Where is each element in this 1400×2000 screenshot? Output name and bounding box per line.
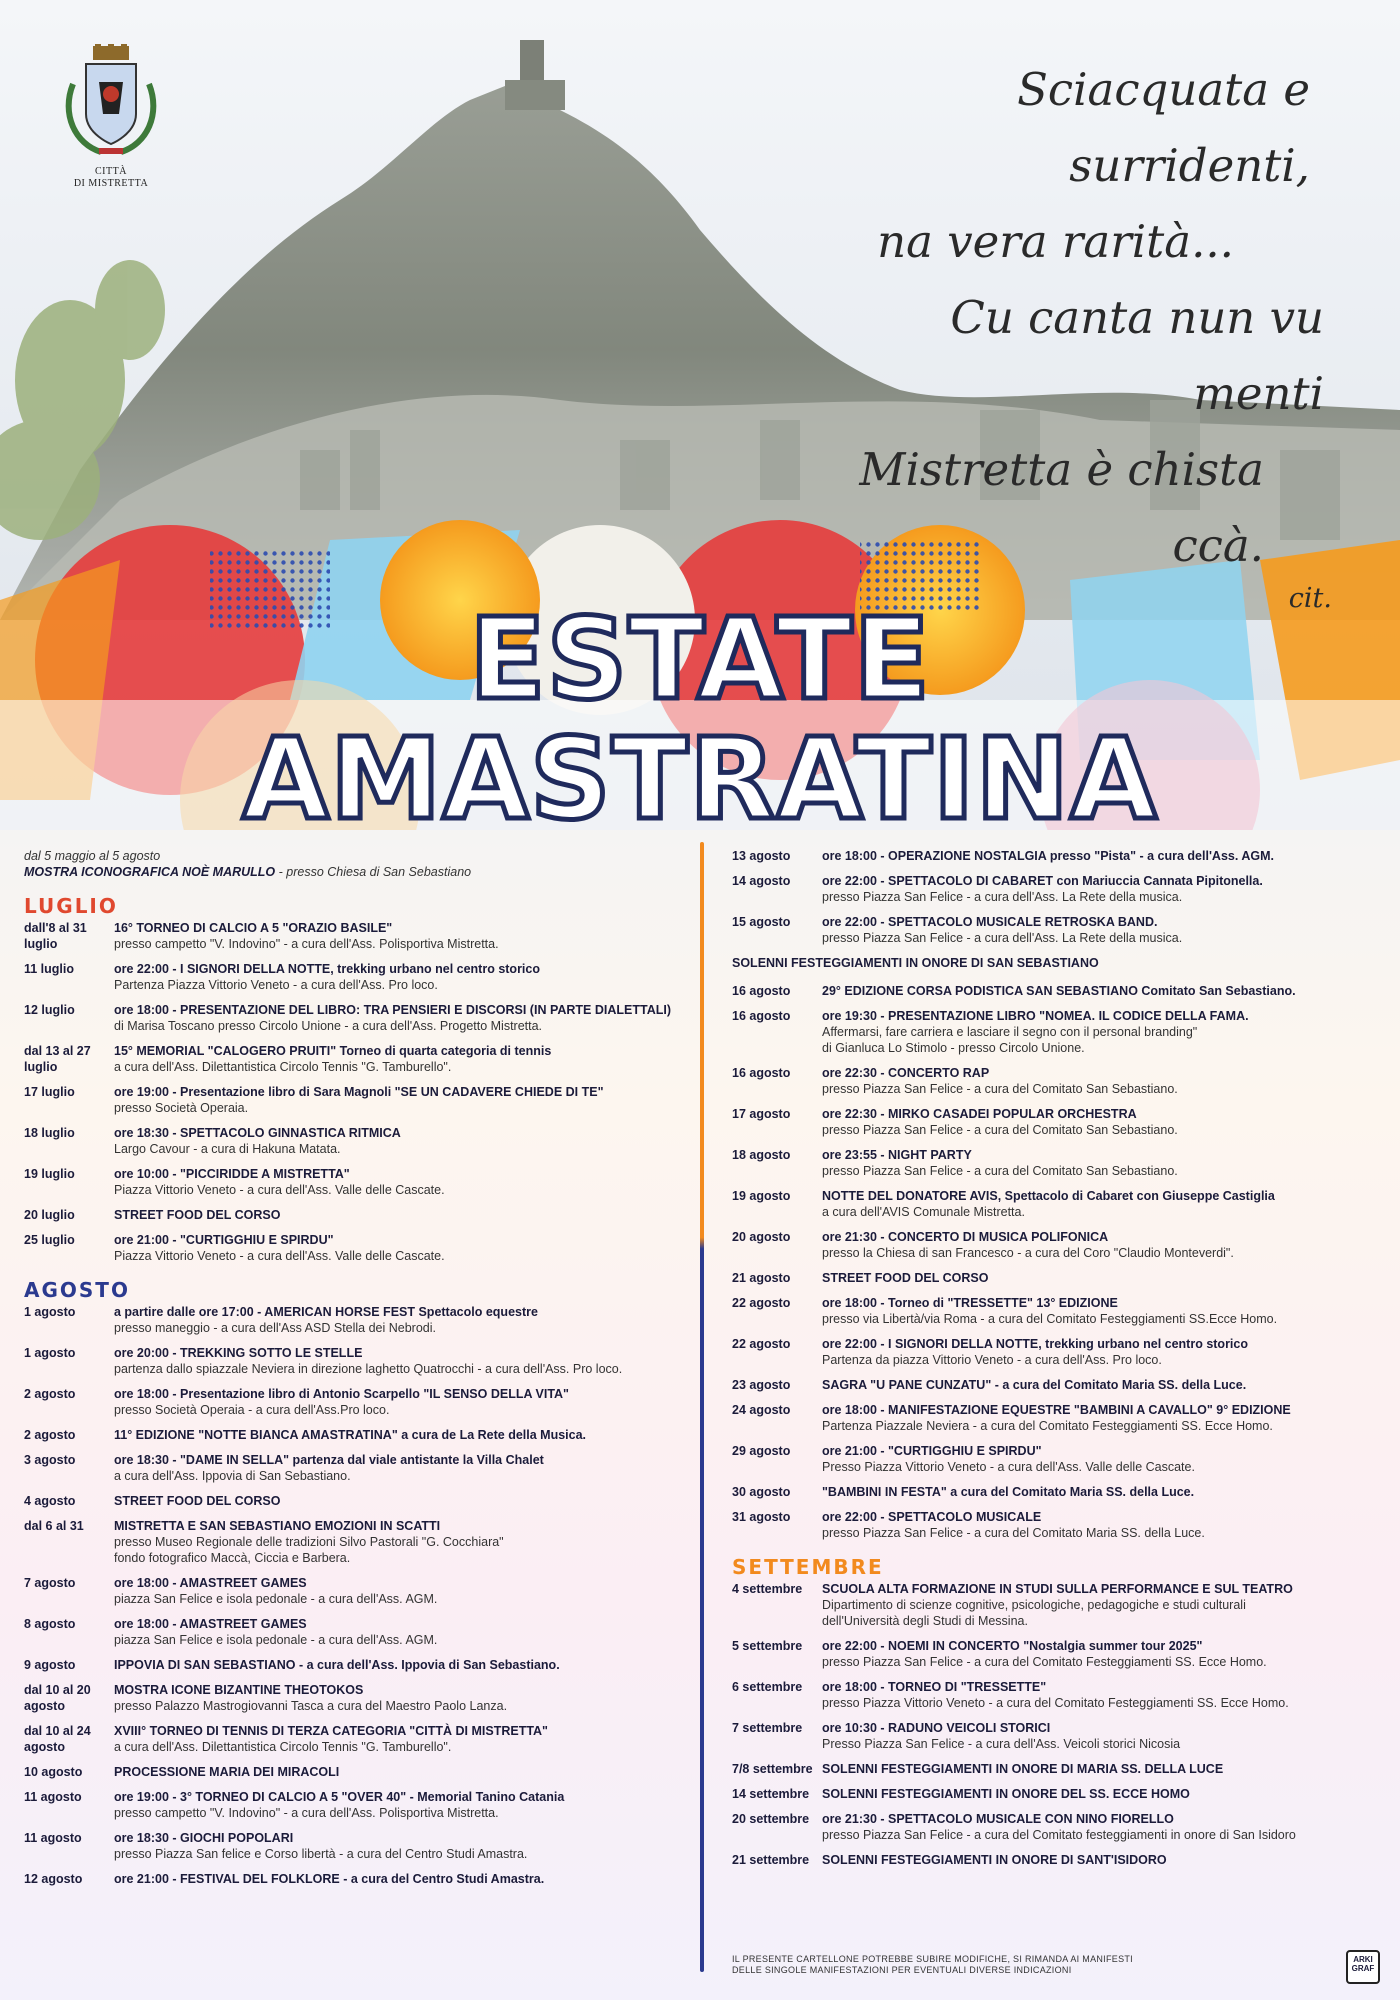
event-text bbox=[114, 1084, 688, 1116]
event-title: ore 18:00 - Presentazione libro di Antonio Scarpello "IL SENSO DELLA VITA" bbox=[114, 1387, 569, 1401]
event-detail: Partenza Piazza Vittorio Veneto - a cura dell'Ass. Pro loco. bbox=[114, 978, 438, 992]
event-title: "BAMBINI IN FESTA" a cura del Comitato Maria SS. della Luce. bbox=[822, 1485, 1195, 1499]
event-date: 22 agosto bbox=[732, 1337, 791, 1351]
event-row bbox=[24, 920, 688, 952]
event-date: 15 agosto bbox=[732, 915, 791, 929]
event-date: dal 5 maggio al 5 agosto bbox=[24, 849, 161, 863]
event-title: ore 19:30 - PRESENTAZIONE LIBRO "NOMEA. IL CODICE DELLA FAMA. bbox=[822, 1009, 1249, 1023]
event-date: 11 luglio bbox=[24, 962, 75, 976]
event-row bbox=[24, 1125, 688, 1157]
event-row bbox=[732, 848, 1382, 864]
poem-line: na vera rarità... bbox=[877, 215, 1234, 268]
event-date: 1 agosto bbox=[24, 1305, 76, 1319]
event-title: ore 18:30 - GIOCHI POPOLARI bbox=[114, 1831, 294, 1845]
event-row bbox=[24, 1616, 688, 1648]
event-date: 18 luglio bbox=[24, 1126, 75, 1140]
event-title: ore 23:55 - NIGHT PARTY bbox=[822, 1148, 972, 1162]
event-date: 25 luglio bbox=[24, 1233, 75, 1247]
event-row bbox=[732, 1581, 1382, 1629]
event-date: 4 agosto bbox=[24, 1494, 76, 1508]
event-title: MOSTRA ICONOGRAFICA NOÈ MARULLO bbox=[24, 865, 276, 879]
disclaimer-note bbox=[732, 1954, 1292, 1976]
event-date: dal 13 al 27 luglio bbox=[24, 1044, 91, 1074]
note-line: IL PRESENTE CARTELLONE POTREBBE SUBIRE MODIFICHE, SI RIMANDA AI MANIFESTI bbox=[732, 1954, 1133, 1964]
event-text bbox=[822, 1188, 1382, 1220]
event-row bbox=[732, 1377, 1382, 1393]
event-title: SCUOLA ALTA FORMAZIONE IN STUDI SULLA PERFORMANCE E SUL TEATRO bbox=[822, 1582, 1293, 1596]
event-title: ore 22:00 - I SIGNORI DELLA NOTTE, trekking urbano nel centro storico bbox=[114, 962, 540, 976]
event-title: ore 21:00 - FESTIVAL DEL FOLKLORE - a cura del Centro Studi Amastra. bbox=[114, 1872, 545, 1886]
event-title: ore 18:00 - MANIFESTAZIONE EQUESTRE "BAMBINI A CAVALLO" 9° EDIZIONE bbox=[822, 1403, 1291, 1417]
event-detail: presso Piazza San Felice - a cura del Comitato San Sebastiano. bbox=[822, 1082, 1178, 1096]
event-text bbox=[114, 1043, 688, 1075]
event-text bbox=[822, 1270, 1382, 1286]
event-text bbox=[822, 1761, 1382, 1777]
event-row bbox=[24, 1304, 688, 1336]
event-detail: di Gianluca Lo Stimolo - presso Circolo Unione. bbox=[822, 1041, 1085, 1055]
event-date: 24 agosto bbox=[732, 1403, 791, 1417]
event-date: 7 settembre bbox=[732, 1721, 803, 1735]
event-row bbox=[732, 1638, 1382, 1670]
event-text bbox=[114, 1657, 688, 1673]
event-text bbox=[822, 1852, 1382, 1868]
event-row bbox=[732, 1402, 1382, 1434]
event-title: ore 21:00 - "CURTIGGHIU E SPIRDU" bbox=[822, 1444, 1042, 1458]
event-text bbox=[822, 1638, 1382, 1670]
event-text bbox=[114, 1616, 688, 1648]
event-text bbox=[822, 1786, 1382, 1802]
event-title: STREET FOOD DEL CORSO bbox=[822, 1271, 989, 1285]
logo-line: GRAF bbox=[1351, 1964, 1375, 1973]
event-detail: Largo Cavour - a cura di Hakuna Matata. bbox=[114, 1142, 341, 1156]
event-row bbox=[732, 1852, 1382, 1868]
event-title: ore 22:00 - SPETTACOLO MUSICALE RETROSKA BAND. bbox=[822, 915, 1158, 929]
event-row bbox=[732, 1443, 1382, 1475]
event-detail: a cura dell'Ass. Dilettantistica Circolo Tennis "G. Tamburello". bbox=[114, 1060, 452, 1074]
section-heading: SOLENNI FESTEGGIAMENTI IN ONORE DI SAN SEBASTIANO bbox=[732, 956, 1099, 970]
poem-quote bbox=[852, 52, 1332, 614]
event-text bbox=[114, 1493, 688, 1509]
event-text bbox=[822, 1402, 1382, 1434]
event-row bbox=[24, 1166, 688, 1198]
event-title: 15° MEMORIAL "CALOGERO PRUITI" Torneo di quarta categoria di tennis bbox=[114, 1044, 552, 1058]
event-row bbox=[732, 1761, 1382, 1777]
coat-caption-line1: CITTÀ bbox=[95, 166, 127, 177]
event-text bbox=[822, 914, 1382, 946]
event-text bbox=[822, 1295, 1382, 1327]
event-row bbox=[732, 1484, 1382, 1500]
event-detail: presso Piazza San felice e Corso libertà - a cura del Centro Studi Amastra. bbox=[114, 1847, 528, 1861]
event-text bbox=[822, 1147, 1382, 1179]
program-left-column bbox=[24, 848, 688, 1896]
event-text bbox=[822, 1509, 1382, 1541]
hero-artwork bbox=[0, 0, 1400, 830]
event-detail: partenza dallo spiazzale Neviera in direzione laghetto Quatrocchi - a cura dell'Ass. Pro loco. bbox=[114, 1362, 623, 1376]
event-title: PROCESSIONE MARIA DEI MIRACOLI bbox=[114, 1765, 340, 1779]
column-divider bbox=[700, 842, 704, 1972]
event-title: SOLENNI FESTEGGIAMENTI IN ONORE DEL SS. ECCE HOMO bbox=[822, 1787, 1190, 1801]
event-row bbox=[732, 1679, 1382, 1711]
event-detail: presso Piazza Vittorio Veneto - a cura del Comitato Festeggiamenti SS. Ecce Homo. bbox=[822, 1696, 1289, 1710]
event-title: a partire dalle ore 17:00 - AMERICAN HORSE FEST Spettacolo equestre bbox=[114, 1305, 538, 1319]
event-date: 2 agosto bbox=[24, 1428, 76, 1442]
event-title: ore 22:00 - I SIGNORI DELLA NOTTE, trekking urbano nel centro storico bbox=[822, 1337, 1248, 1351]
event-title: ore 21:30 - SPETTACOLO MUSICALE CON NINO FIORELLO bbox=[822, 1812, 1174, 1826]
event-detail: presso Piazza San Felice - a cura del Comitato San Sebastiano. bbox=[822, 1164, 1178, 1178]
event-text bbox=[822, 1229, 1382, 1261]
event-title: 16° TORNEO DI CALCIO A 5 "ORAZIO BASILE" bbox=[114, 921, 393, 935]
event-row bbox=[732, 873, 1382, 905]
event-detail: presso campetto "V. Indovino" - a cura dell'Ass. Polisportiva Mistretta. bbox=[114, 1806, 499, 1820]
event-date: 20 luglio bbox=[24, 1208, 75, 1222]
event-detail: Piazza Vittorio Veneto - a cura dell'Ass. Valle delle Cascate. bbox=[114, 1183, 445, 1197]
event-title: SAGRA "U PANE CUNZATU" - a cura del Comitato Maria SS. della Luce. bbox=[822, 1378, 1247, 1392]
event-row bbox=[24, 1207, 688, 1223]
event-detail: presso Società Operaia - a cura dell'Ass.Pro loco. bbox=[114, 1403, 390, 1417]
event-text bbox=[822, 1720, 1382, 1752]
event-row bbox=[732, 1008, 1382, 1056]
event-text bbox=[114, 1682, 688, 1714]
event-date: dal 6 al 31 bbox=[24, 1519, 84, 1533]
event-title: ore 18:00 - AMASTREET GAMES bbox=[114, 1576, 307, 1590]
event-text bbox=[114, 920, 688, 952]
event-date: 9 agosto bbox=[24, 1658, 76, 1672]
event-detail: presso Piazza San Felice - a cura del Comitato festeggiamenti in onore di San Isidoro bbox=[822, 1828, 1296, 1842]
event-title: ore 22:30 - CONCERTO RAP bbox=[822, 1066, 990, 1080]
event-detail: presso Piazza San Felice - a cura del Comitato San Sebastiano. bbox=[822, 1123, 1178, 1137]
event-title: MISTRETTA E SAN SEBASTIANO EMOZIONI IN SCATTI bbox=[114, 1519, 441, 1533]
event-row bbox=[732, 914, 1382, 946]
event-title: ore 22:30 - MIRKO CASADEI POPULAR ORCHESTRA bbox=[822, 1107, 1137, 1121]
event-date: 10 agosto bbox=[24, 1765, 83, 1779]
event-row bbox=[24, 1232, 688, 1264]
event-detail: Affermarsi, fare carriera e lasciare il segno con il personal branding" bbox=[822, 1025, 1198, 1039]
event-date: 3 agosto bbox=[24, 1453, 76, 1467]
event-text bbox=[822, 1811, 1382, 1843]
event-title: ore 18:30 - "DAME IN SELLA" partenza dal viale antistante la Villa Chalet bbox=[114, 1453, 544, 1467]
note-line: DELLE SINGOLE MANIFESTAZIONI PER EVENTUALI DIVERSE INDICAZIONI bbox=[732, 1965, 1072, 1975]
event-text bbox=[114, 1427, 688, 1443]
event-row bbox=[24, 1871, 688, 1887]
event-detail: presso maneggio - a cura dell'Ass ASD Stella dei Nebrodi. bbox=[114, 1321, 436, 1335]
event-title: ore 22:00 - SPETTACOLO DI CABARET con Mariuccia Cannata Pipitonella. bbox=[822, 874, 1263, 888]
logo-line: ARKI bbox=[1353, 1955, 1373, 1964]
event-text bbox=[822, 1008, 1382, 1056]
event-text bbox=[822, 1484, 1382, 1500]
event-row bbox=[732, 1065, 1382, 1097]
event-date: 7/8 settembre bbox=[732, 1762, 813, 1776]
event-date: 17 agosto bbox=[732, 1107, 791, 1121]
event-text bbox=[114, 1789, 688, 1821]
event-text bbox=[114, 1345, 688, 1377]
event-text bbox=[114, 1575, 688, 1607]
event-date: 29 agosto bbox=[732, 1444, 791, 1458]
event-text bbox=[114, 1452, 688, 1484]
event-detail: Partenza Piazzale Neviera - a cura del Comitato Festeggiamenti SS. Ecce Homo. bbox=[822, 1419, 1273, 1433]
event-title: ore 10:30 - RADUNO VEICOLI STORICI bbox=[822, 1721, 1051, 1735]
event-date: 4 settembre bbox=[732, 1582, 803, 1596]
event-row bbox=[732, 1336, 1382, 1368]
event-date: 1 agosto bbox=[24, 1346, 76, 1360]
event-row bbox=[24, 1657, 688, 1673]
event-detail: presso Piazza San Felice - a cura del Comitato Festeggiamenti SS. Ecce Homo. bbox=[822, 1655, 1267, 1669]
event-text bbox=[114, 1830, 688, 1862]
event-row bbox=[732, 1811, 1382, 1843]
event-title: 11° EDIZIONE "NOTTE BIANCA AMASTRATINA" a cura de La Rete della Musica. bbox=[114, 1428, 587, 1442]
agosto-events-continued bbox=[732, 848, 1382, 946]
page-title: ESTATE AMASTRATINA bbox=[242, 595, 1158, 830]
event-title: NOTTE DEL DONATORE AVIS, Spettacolo di Cabaret con Giuseppe Castiglia bbox=[822, 1189, 1275, 1203]
event-row bbox=[732, 1229, 1382, 1261]
poem-line: Cu canta nun vu menti bbox=[950, 291, 1324, 420]
event-date: 20 agosto bbox=[732, 1230, 791, 1244]
event-detail: di Marisa Toscano presso Circolo Unione - a cura dell'Ass. Progetto Mistretta. bbox=[114, 1019, 543, 1033]
event-detail: presso Piazza San Felice - a cura dell'Ass. La Rete della musica. bbox=[822, 931, 1183, 945]
event-detail: piazza San Felice e isola pedonale - a cura dell'Ass. AGM. bbox=[114, 1633, 438, 1647]
event-detail: presso Piazza San Felice - a cura dell'Ass. La Rete della musica. bbox=[822, 890, 1183, 904]
event-detail: presso Museo Regionale delle tradizioni Silvo Pastorali "G. Cocchiara" bbox=[114, 1535, 504, 1549]
event-text bbox=[822, 1377, 1382, 1393]
event-title: ore 21:30 - CONCERTO DI MUSICA POLIFONICA bbox=[822, 1230, 1109, 1244]
event-title: SOLENNI FESTEGGIAMENTI IN ONORE DI MARIA SS. DELLA LUCE bbox=[822, 1762, 1224, 1776]
coat-of-arms bbox=[52, 44, 170, 189]
event-text bbox=[822, 1336, 1382, 1368]
san-sebastiano-events bbox=[732, 983, 1382, 1541]
event-title: XVIII° TORNEO DI TENNIS DI TERZA CATEGORIA "CITTÀ DI MISTRETTA" bbox=[114, 1724, 548, 1738]
event-row bbox=[24, 961, 688, 993]
event-text bbox=[114, 961, 688, 993]
event-title: ore 21:00 - "CURTIGGHIU E SPIRDU" bbox=[114, 1233, 334, 1247]
event-row bbox=[24, 1830, 688, 1862]
event-detail: Partenza da piazza Vittorio Veneto - a cura dell'Ass. Pro loco. bbox=[822, 1353, 1162, 1367]
event-row bbox=[24, 1789, 688, 1821]
event-date: 11 agosto bbox=[24, 1790, 82, 1804]
event-detail: presso Società Operaia. bbox=[114, 1101, 249, 1115]
event-text bbox=[114, 1232, 688, 1264]
event-detail: a cura dell'Ass. Dilettantistica Circolo Tennis "G. Tamburello". bbox=[114, 1740, 452, 1754]
event-title: SOLENNI FESTEGGIAMENTI IN ONORE DI SANT'ISIDORO bbox=[822, 1853, 1167, 1867]
event-row bbox=[732, 1188, 1382, 1220]
event-row bbox=[24, 1345, 688, 1377]
event-detail: a cura dell'AVIS Comunale Mistretta. bbox=[822, 1205, 1025, 1219]
event-title: ore 22:00 - SPETTACOLO MUSICALE bbox=[822, 1510, 1042, 1524]
event-date: 20 settembre bbox=[732, 1812, 810, 1826]
event-title: MOSTRA ICONE BIZANTINE THEOTOKOS bbox=[114, 1683, 364, 1697]
event-date: 21 agosto bbox=[732, 1271, 791, 1285]
event-detail: Presso Piazza Vittorio Veneto - a cura dell'Ass. Valle delle Cascate. bbox=[822, 1460, 1195, 1474]
event-text bbox=[822, 848, 1382, 864]
event-text bbox=[114, 1304, 688, 1336]
event-date: 5 settembre bbox=[732, 1639, 803, 1653]
event-date: 23 agosto bbox=[732, 1378, 791, 1392]
event-title: ore 18:00 - Torneo di "TRESSETTE" 13° EDIZIONE bbox=[822, 1296, 1118, 1310]
event-row bbox=[24, 1493, 688, 1509]
event-date: 12 agosto bbox=[24, 1872, 83, 1886]
event-row bbox=[732, 1720, 1382, 1752]
month-heading-luglio: LUGLIO bbox=[24, 894, 118, 918]
event-title: 29° EDIZIONE CORSA PODISTICA SAN SEBASTIANO Comitato San Sebastiano. bbox=[822, 984, 1296, 998]
event-detail: - presso Chiesa di San Sebastiano bbox=[275, 865, 472, 879]
event-text bbox=[822, 983, 1382, 999]
event-row bbox=[24, 1427, 688, 1443]
event-detail: fondo fotografico Maccà, Ciccia e Barbera. bbox=[114, 1551, 351, 1565]
event-title: STREET FOOD DEL CORSO bbox=[114, 1494, 281, 1508]
event-text bbox=[114, 1386, 688, 1418]
event-title: ore 18:00 - TORNEO DI "TRESSETTE" bbox=[822, 1680, 1047, 1694]
event-date: 7 agosto bbox=[24, 1576, 76, 1590]
event-row bbox=[732, 1509, 1382, 1541]
event-title: ore 18:00 - AMASTREET GAMES bbox=[114, 1617, 307, 1631]
event-text bbox=[822, 1443, 1382, 1475]
program-right-column bbox=[732, 848, 1382, 1877]
event-text bbox=[822, 1581, 1382, 1629]
event-detail: presso la Chiesa di san Francesco - a cura del Coro "Claudio Monteverdi". bbox=[822, 1246, 1234, 1260]
event-text bbox=[822, 1065, 1382, 1097]
event-row bbox=[24, 1452, 688, 1484]
luglio-events bbox=[24, 920, 688, 1264]
event-date: 18 agosto bbox=[732, 1148, 791, 1162]
event-row bbox=[24, 1764, 688, 1780]
event-date: 22 agosto bbox=[732, 1296, 791, 1310]
event-date: 19 agosto bbox=[732, 1189, 791, 1203]
event-title: ore 19:00 - Presentazione libro di Sara Magnoli "SE UN CADAVERE CHIEDE DI TE" bbox=[114, 1085, 604, 1099]
event-detail: piazza San Felice e isola pedonale - a cura dell'Ass. AGM. bbox=[114, 1592, 438, 1606]
event-title: ore 19:00 - 3° TORNEO DI CALCIO A 5 "OVER 40" - Memorial Tanino Catania bbox=[114, 1790, 565, 1804]
event-date: 19 luglio bbox=[24, 1167, 75, 1181]
event-text bbox=[114, 1166, 688, 1198]
event-detail: a cura dell'Ass. Ippovia di San Sebastiano. bbox=[114, 1469, 351, 1483]
event-title: ore 18:00 - PRESENTAZIONE DEL LIBRO: TRA PENSIERI E DISCORSI (IN PARTE DIALETTALI) bbox=[114, 1003, 671, 1017]
settembre-events bbox=[732, 1581, 1382, 1868]
event-row bbox=[24, 1723, 688, 1755]
poem-citation: cit. bbox=[1288, 583, 1332, 614]
event-text bbox=[822, 1106, 1382, 1138]
event-detail: Dipartimento di scienze cognitive, psicologiche, pedagogiche e studi culturali bbox=[822, 1598, 1246, 1612]
event-date: 2 agosto bbox=[24, 1387, 76, 1401]
event-date: 6 settembre bbox=[732, 1680, 803, 1694]
event-text bbox=[114, 1723, 688, 1755]
event-row bbox=[24, 1682, 688, 1714]
event-date: 31 agosto bbox=[732, 1510, 791, 1524]
event-text bbox=[822, 873, 1382, 905]
event-row bbox=[24, 1575, 688, 1607]
event-text bbox=[114, 1764, 688, 1780]
event-date: 17 luglio bbox=[24, 1085, 75, 1099]
coat-caption-line2: DI MISTRETTA bbox=[73, 177, 149, 189]
event-title: ore 18:30 - SPETTACOLO GINNASTICA RITMICA bbox=[114, 1126, 401, 1140]
event-text bbox=[114, 1125, 688, 1157]
event-detail: Piazza Vittorio Veneto - a cura dell'Ass. Valle delle Cascate. bbox=[114, 1249, 445, 1263]
event-text bbox=[822, 1679, 1382, 1711]
event-row bbox=[24, 1084, 688, 1116]
event-detail: presso campetto "V. Indovino" - a cura dell'Ass. Polisportiva Mistretta. bbox=[114, 937, 499, 951]
event-row bbox=[732, 1106, 1382, 1138]
event-text bbox=[114, 1207, 688, 1223]
event-title: STREET FOOD DEL CORSO bbox=[114, 1208, 281, 1222]
event-row bbox=[732, 1270, 1382, 1286]
event-title: ore 20:00 - TREKKING SOTTO LE STELLE bbox=[114, 1346, 363, 1360]
event-row bbox=[24, 1043, 688, 1075]
agosto-events bbox=[24, 1304, 688, 1887]
event-detail: presso Palazzo Mastrogiovanni Tasca a cura del Maestro Paolo Lanza. bbox=[114, 1699, 508, 1713]
event-row bbox=[732, 1147, 1382, 1179]
event-title: ore 18:00 - OPERAZIONE NOSTALGIA presso "Pista" - a cura dell'Ass. AGM. bbox=[822, 849, 1274, 863]
event-date: dal 10 al 24 agosto bbox=[24, 1724, 91, 1754]
event-text bbox=[114, 1518, 688, 1566]
event-date: 16 agosto bbox=[732, 984, 791, 998]
event-date: 12 luglio bbox=[24, 1003, 75, 1017]
event-row bbox=[732, 1295, 1382, 1327]
event-date: dal 10 al 20 agosto bbox=[24, 1683, 91, 1713]
event-row bbox=[24, 1386, 688, 1418]
intro-event bbox=[24, 848, 688, 880]
event-detail: dell'Università degli Studi di Messina. bbox=[822, 1614, 1028, 1628]
event-date: 14 agosto bbox=[732, 874, 791, 888]
event-date: 16 agosto bbox=[732, 1009, 791, 1023]
event-date: 8 agosto bbox=[24, 1617, 76, 1631]
event-text bbox=[114, 1002, 688, 1034]
event-title: ore 10:00 - "PICCIRIDDE A MISTRETTA" bbox=[114, 1167, 350, 1181]
event-date: 14 settembre bbox=[732, 1787, 810, 1801]
event-date: dall'8 al 31 luglio bbox=[24, 921, 87, 951]
event-date: 11 agosto bbox=[24, 1831, 82, 1845]
month-heading-agosto: AGOSTO bbox=[24, 1278, 130, 1302]
event-text bbox=[114, 1871, 688, 1887]
event-detail: presso via Libertà/via Roma - a cura del Comitato Festeggiamenti SS.Ecce Homo. bbox=[822, 1312, 1278, 1326]
event-row bbox=[24, 1002, 688, 1034]
event-title: ore 22:00 - NOEMI IN CONCERTO "Nostalgia summer tour 2025" bbox=[822, 1639, 1203, 1653]
event-row bbox=[732, 983, 1382, 999]
designer-logo bbox=[1346, 1950, 1380, 1984]
event-date: 13 agosto bbox=[732, 849, 791, 863]
poem-line: Mistretta è chista ccà. bbox=[859, 443, 1264, 572]
event-row bbox=[732, 1786, 1382, 1802]
event-date: 21 settembre bbox=[732, 1853, 810, 1867]
event-date: 30 agosto bbox=[732, 1485, 791, 1499]
event-row bbox=[24, 1518, 688, 1566]
event-detail: Presso Piazza San Felice - a cura dell'Ass. Veicoli storici Nicosia bbox=[822, 1737, 1181, 1751]
event-detail: presso Piazza San Felice - a cura del Comitato Maria SS. della Luce. bbox=[822, 1526, 1205, 1540]
poem-line: Sciacquata e surridenti, bbox=[1017, 63, 1310, 192]
event-date: 16 agosto bbox=[732, 1066, 791, 1080]
event-title: IPPOVIA DI SAN SEBASTIANO - a cura dell'Ass. Ippovia di San Sebastiano. bbox=[114, 1658, 560, 1672]
month-heading-settembre: SETTEMBRE bbox=[732, 1555, 884, 1579]
coat-of-arms-icon bbox=[61, 44, 161, 159]
